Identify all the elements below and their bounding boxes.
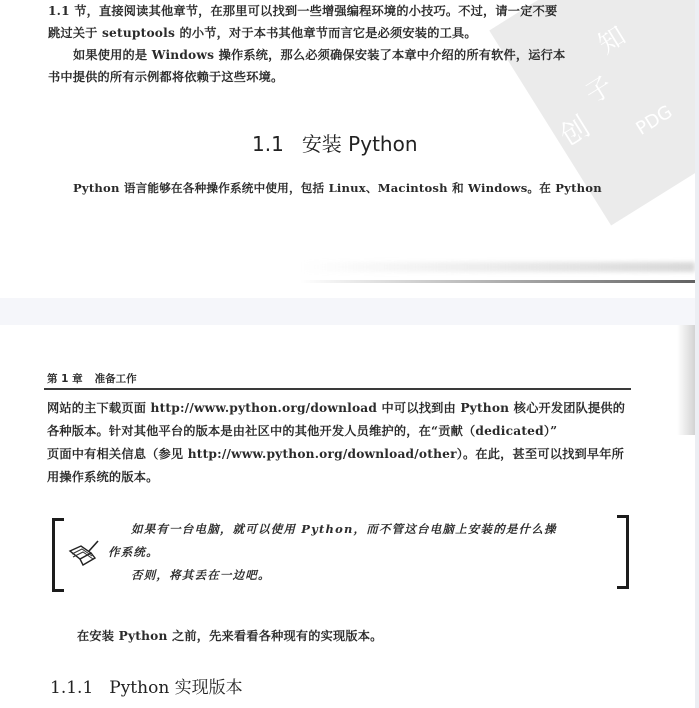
note-bracket-right xyxy=(617,515,629,589)
watermark-seal-char: 子 xyxy=(580,71,619,111)
watermark-seal-char: 知 xyxy=(593,21,632,61)
scan-shadow xyxy=(300,262,695,272)
header-rule xyxy=(44,388,631,390)
section-title-text: 安装 Python xyxy=(301,132,418,156)
paragraph-line: 网站的主下载页面 http://www.python.org/download 中可以找到由 Python 核心开发团队提供的 xyxy=(47,401,626,415)
section-heading xyxy=(252,128,418,157)
subsection-number: 1.1.1 xyxy=(50,678,94,698)
note-bracket-left xyxy=(52,518,64,592)
chapter-number: 第 1 章 xyxy=(47,373,83,385)
watermark-seal-char: 创 xyxy=(554,109,596,153)
paragraph-line: 各种版本。针对其他平台的版本是由社区中的其他开发人员维护的，在“贡献（dedicated）” xyxy=(47,424,558,438)
subsection-title-text: Python 实现版本 xyxy=(109,678,243,698)
paragraph-line: 跳过关于 setuptools 的小节，对于本书其他章节而言它是必须安装的工具。 xyxy=(48,26,477,40)
paragraph-line: 用操作系统的版本。 xyxy=(47,470,159,484)
note-line: 作系统。 xyxy=(108,545,159,559)
paragraph-line: 1.1 节，直接阅读其他章节，在那里可以找到一些增强编程环境的小技巧。不过，请一定不要 xyxy=(48,4,558,18)
paragraph-line: 书中提供的所有示例都将依赖于这些环境。 xyxy=(48,70,284,84)
subsection-heading xyxy=(50,673,243,698)
document-page-2 xyxy=(0,325,695,708)
note-line: 如果有一台电脑，就可以使用 Python，而不管这台电脑上安装的是什么操 xyxy=(131,522,557,536)
open-book-pen-icon xyxy=(67,539,103,567)
chapter-title: 准备工作 xyxy=(94,373,137,385)
section-number: 1.1 xyxy=(252,132,284,156)
running-header xyxy=(47,371,137,386)
viewer-right-gutter xyxy=(695,0,699,708)
closing-line: 在安装 Python 之前，先来看看各种现有的实现版本。 xyxy=(77,629,383,643)
intro-line: Python 语言能够在各种操作系统中使用，包括 Linux、Macintosh 和 Windows。在 Python xyxy=(73,181,602,195)
scan-smudge xyxy=(677,325,695,435)
paragraph-line: 页面中有相关信息（参见 http://www.python.org/download/other）。在此，甚至可以找到早年所 xyxy=(47,447,625,461)
scan-page-edge xyxy=(300,280,695,283)
note-line: 否则，将其丢在一边吧。 xyxy=(131,568,271,582)
paragraph-line: 如果使用的是 Windows 操作系统，那么必须确保安装了本章中介绍的所有软件，运行本 xyxy=(73,48,566,62)
document-page-1 xyxy=(0,0,695,298)
watermark-pdg-text: PDG xyxy=(632,101,677,140)
